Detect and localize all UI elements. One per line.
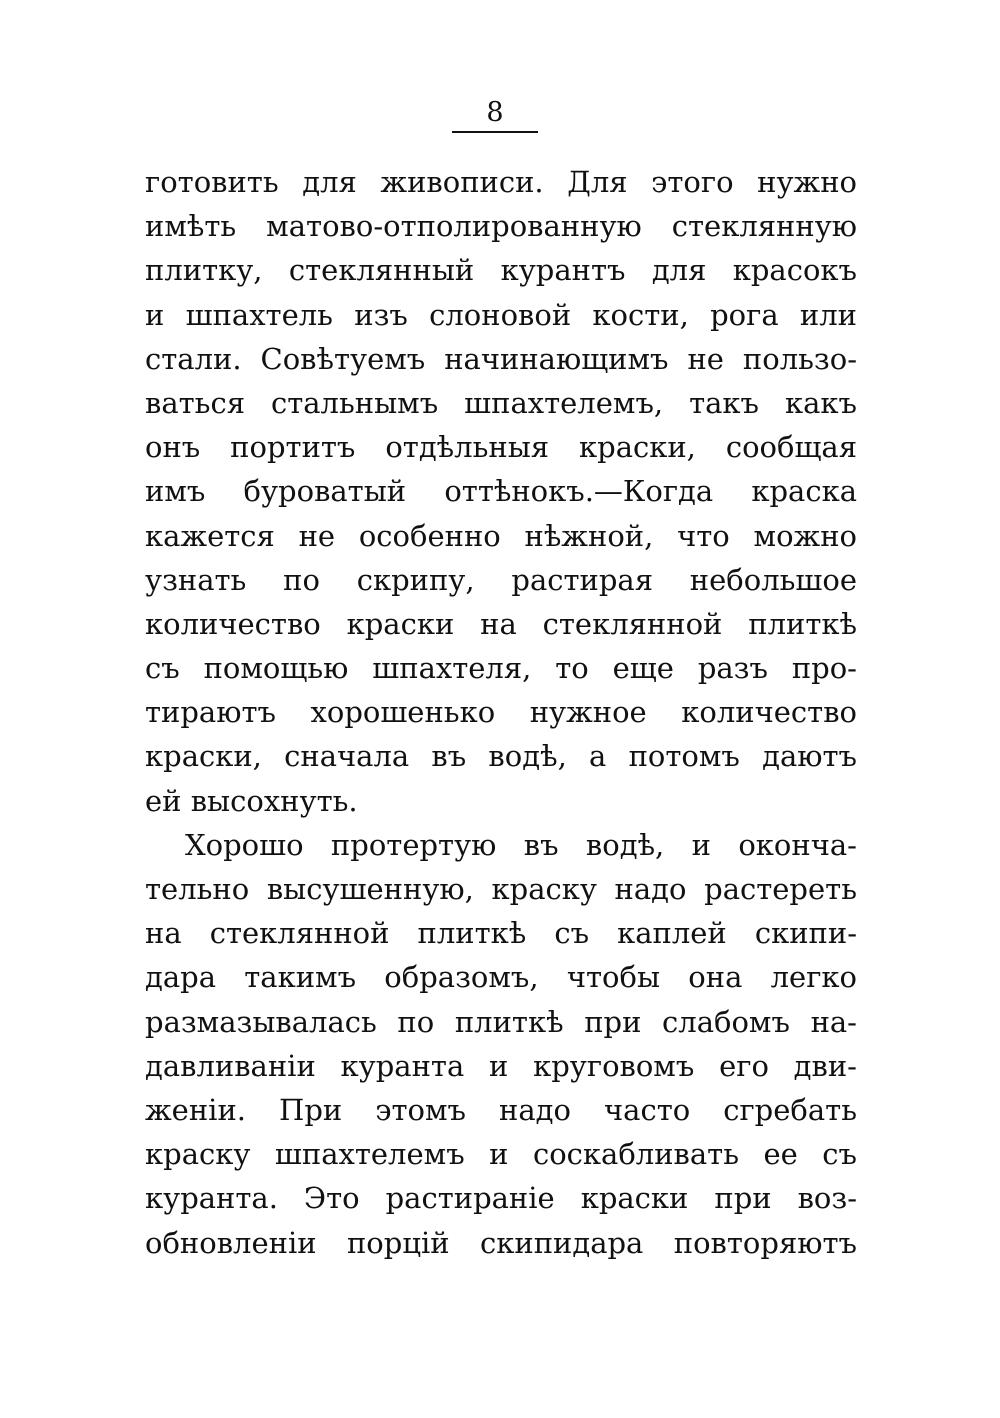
text-line: количество краски на стеклянной плиткѣ [145,606,857,641]
text-line: тельно высушенную, краску надо растереть [145,872,857,906]
text-line: ваться стальнымъ шпахтелемъ, такъ какъ [145,385,857,420]
text-line: краску шпахтелемъ и соскабливать ее съ [145,1137,857,1172]
text-line: давливаніи куранта и круговомъ его дви- [145,1048,857,1083]
text-line: съ помощью шпахтеля, то еще разъ про- [145,651,857,686]
text-line: и шпахтель изъ слоновой кости, рога или [145,297,857,332]
text-line: стали. Совѣтуемъ начинающимъ не пользо- [145,341,857,376]
text-line: имѣть матово-отполированную стеклянную [145,209,857,244]
page-number-rule [452,131,538,133]
text-line: ей высохнуть. [145,783,358,818]
text-line: плитку, стеклянный курантъ для красокъ [145,253,857,288]
text-line: на стеклянной плиткѣ съ каплей скипи- [145,916,857,951]
text-line: размазывалась по плиткѣ при слабомъ на- [145,1004,857,1039]
text-line: Хорошо протертую въ водѣ, и оконча- [185,827,857,862]
text-line: куранта. Это растираніе краски при воз- [145,1181,857,1216]
text-line: имъ буроватый оттѣнокъ.—Когда краска [145,474,857,509]
text-line: краски, сначала въ водѣ, а потомъ даютъ [145,739,857,774]
text-line: обновленіи порцій скипидара повторяютъ [145,1225,857,1260]
body-text [145,160,857,1265]
text-line: узнать по скрипу, растирая небольшое [145,562,857,597]
text-line: дара такимъ образомъ, чтобы она легко [145,960,857,995]
text-line: тираютъ хорошенько нужное количество [145,695,857,730]
page-number: 8 [486,97,504,128]
text-line: онъ портитъ отдѣльныя краски, сообщая [145,430,857,465]
text-line: кажется не особенно нѣжной, что можно [145,518,857,553]
text-line: женіи. При этомъ надо часто сгребать [145,1092,857,1127]
text-line: готовить для живописи. Для этого нужно [145,165,857,199]
